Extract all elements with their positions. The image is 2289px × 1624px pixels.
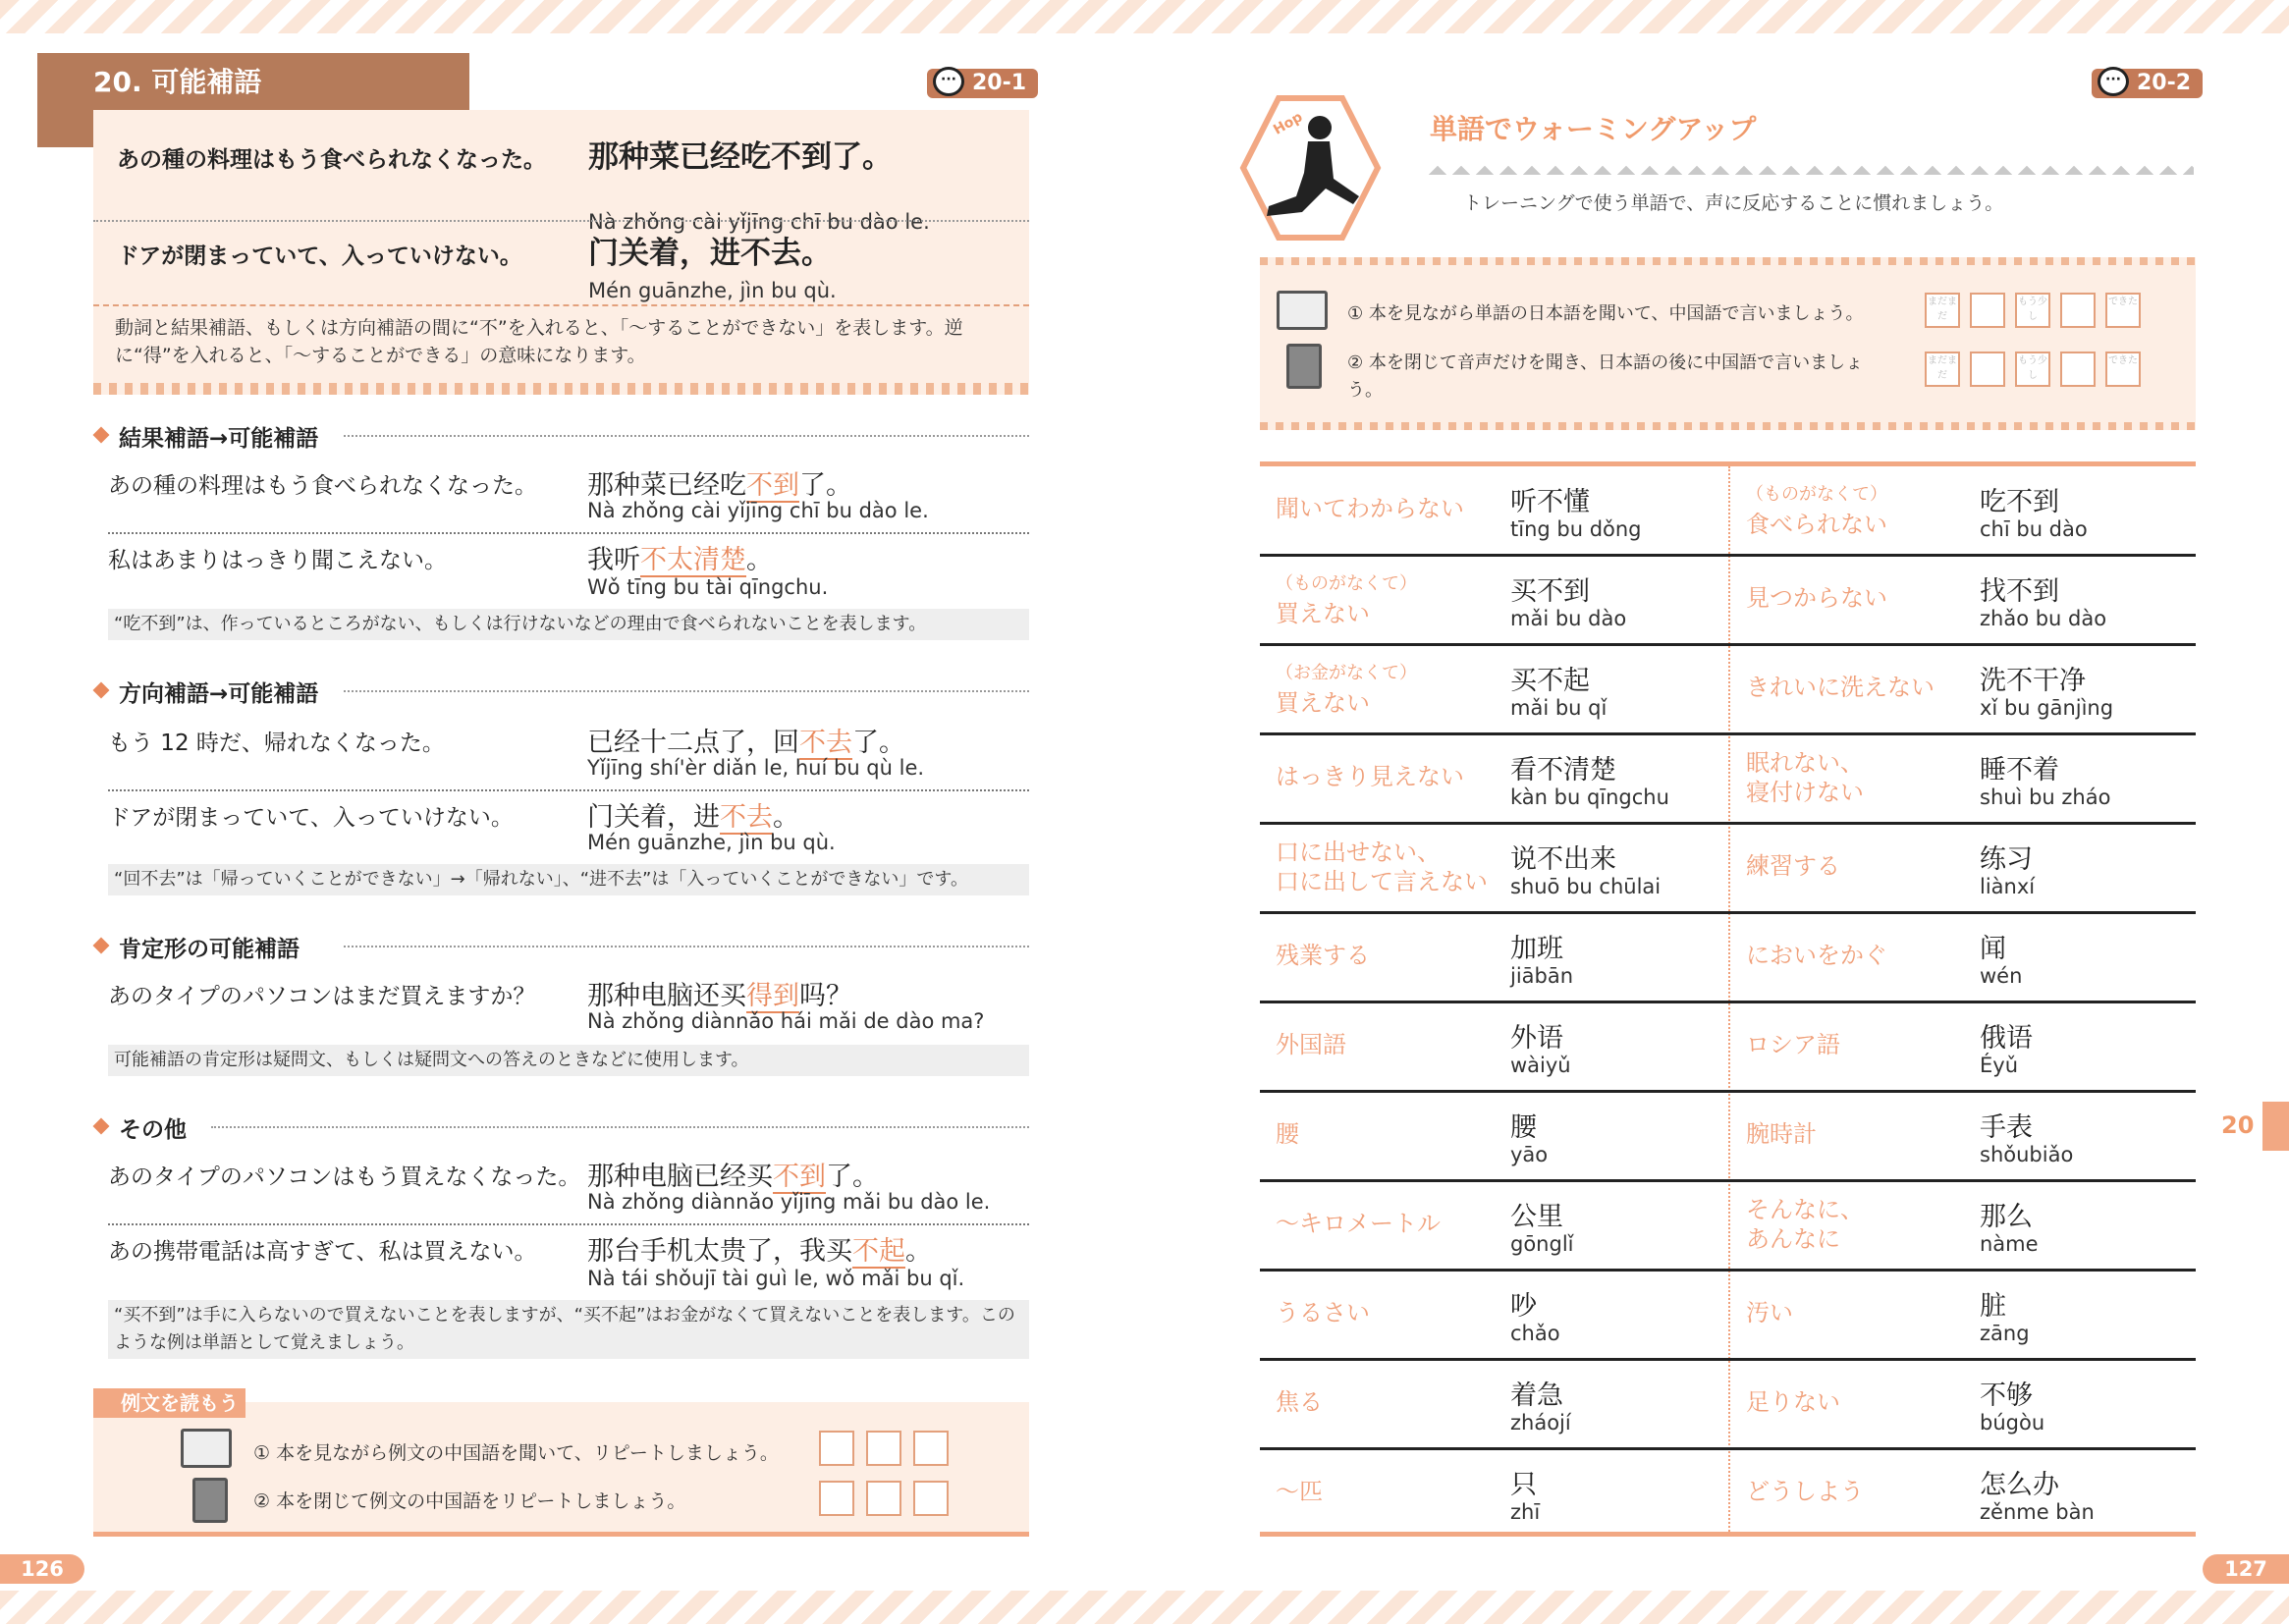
panel-edge xyxy=(1260,257,2196,265)
vocab-pinyin: Éyǔ xyxy=(1980,1054,2019,1077)
vocab-zh: 公里 xyxy=(1510,1202,1563,1232)
section-title: 肯定形の可能補語 xyxy=(119,931,309,963)
vocab-ja xyxy=(1746,851,1840,881)
vocab-ja-line: 〜キロメートル xyxy=(1276,1210,1441,1237)
diamond-icon xyxy=(93,1118,110,1135)
zh-part: 。 xyxy=(773,802,799,833)
check-label: できた xyxy=(2108,355,2138,366)
vocab-ja-line: 口に出して言えない xyxy=(1276,868,1488,895)
vocab-ja-note: （ものがなくて） xyxy=(1276,573,1417,594)
vocab-cell xyxy=(1730,1360,2196,1448)
section-rule xyxy=(344,690,1029,692)
divider xyxy=(108,1223,1029,1225)
vocab-ja xyxy=(1276,838,1488,896)
vocab-cell xyxy=(1730,645,2196,733)
check-box[interactable] xyxy=(2060,293,2096,328)
vocab-ja xyxy=(1746,673,1935,702)
zh-part: 那台手机太贵了，我买 xyxy=(587,1236,852,1267)
vocab-zh: 手表 xyxy=(1980,1112,2033,1143)
vocab-cell xyxy=(1260,1360,1728,1448)
vocab-ja-line: 口に出せない、 xyxy=(1276,839,1441,866)
vocab-ja-line: 腕時計 xyxy=(1746,1120,1817,1148)
check-box[interactable] xyxy=(913,1481,949,1516)
vocab-cell xyxy=(1260,913,1728,1001)
row-divider xyxy=(1260,554,2196,557)
vocab-zh: 看不清楚 xyxy=(1510,755,1616,785)
vocab-ja xyxy=(1276,1030,1346,1059)
page-number: 126 xyxy=(0,1554,84,1584)
vocab-ja-line: あんなに xyxy=(1746,1225,1840,1253)
vocab-zh: 外语 xyxy=(1510,1023,1563,1054)
divider xyxy=(108,789,1029,791)
lesson-title: 20. 可能補語 xyxy=(93,66,262,98)
vocab-pinyin: zāng xyxy=(1980,1322,2030,1345)
vocab-cell xyxy=(1260,1449,1728,1538)
track-number: 20-2 xyxy=(2137,71,2192,95)
vocab-ja xyxy=(1276,762,1464,791)
vocab-ja-line: きれいに洗えない xyxy=(1746,674,1935,701)
section-heading xyxy=(93,931,1029,960)
zh-highlight: 不去 xyxy=(799,728,852,758)
row-divider xyxy=(1260,1001,2196,1003)
zh-highlight: 不到 xyxy=(746,470,799,501)
warmup-subtitle: トレーニングで使う単語で、声に反応することに慣れましょう。 xyxy=(1463,192,2004,214)
vocab-zh: 脏 xyxy=(1980,1291,2006,1322)
example-note: 可能補語の肯定形は疑問文、もしくは疑問文への答えのときなどに使用します。 xyxy=(108,1045,1029,1076)
vocab-zh: 说不出来 xyxy=(1510,844,1616,875)
vocab-ja-line: 見つからない xyxy=(1746,584,1887,612)
table-bottom-rule xyxy=(1260,1532,2196,1537)
check-label: まだまだ xyxy=(1928,297,1957,322)
vocab-ja xyxy=(1276,569,1417,628)
zh-part: 那种电脑还买 xyxy=(587,981,746,1011)
zh-part: 吗？ xyxy=(799,981,852,1011)
vocab-ja-line: 練習する xyxy=(1746,852,1840,880)
audio-track-badge[interactable] xyxy=(927,69,1038,98)
example-ja: あの携帯電話は高すぎて、私は買えない。 xyxy=(108,1239,537,1265)
example-ja: もう 12 時だ、帰れなくなった。 xyxy=(108,731,445,756)
vocab-cell xyxy=(1260,466,1728,555)
vocab-zh: 只 xyxy=(1510,1470,1537,1500)
row-divider xyxy=(1260,911,2196,914)
check-box[interactable] xyxy=(1925,293,1960,328)
hop-stretch-icon xyxy=(1239,94,1382,242)
panel-edge xyxy=(1260,422,2196,430)
vocab-zh: 睡不着 xyxy=(1980,755,2059,785)
vocab-cell xyxy=(1730,466,2196,555)
row-divider xyxy=(1260,732,2196,735)
example-pinyin: Wǒ tīng bu tài qīngchu. xyxy=(587,575,829,599)
vocab-zh: 练习 xyxy=(1980,844,2033,875)
example-pinyin: Nà zhǒng diànnǎo hái mǎi de dào ma? xyxy=(587,1009,985,1033)
vocab-pinyin: wén xyxy=(1980,964,2023,988)
vocab-ja xyxy=(1276,1119,1299,1149)
divider xyxy=(93,220,1029,222)
vocab-cell xyxy=(1730,1002,2196,1091)
practice-tag: 例文を読もう xyxy=(93,1388,245,1418)
vocab-ja xyxy=(1276,659,1417,718)
vocab-zh: 闻 xyxy=(1980,934,2006,964)
section-heading xyxy=(93,676,1029,705)
example-ja: あのタイプのパソコンはもう買えなくなった。 xyxy=(108,1164,581,1190)
vocab-zh: 加班 xyxy=(1510,934,1563,964)
divider xyxy=(93,304,1029,306)
vocab-zh: 洗不干净 xyxy=(1980,666,2086,696)
open-book-icon xyxy=(1277,291,1328,330)
check-box[interactable] xyxy=(1970,293,2005,328)
vocab-ja xyxy=(1276,1387,1323,1417)
example-ja: ドアが閉まっていて、入っていけない。 xyxy=(108,805,514,831)
vocab-pinyin: chī bu dào xyxy=(1980,517,2088,541)
vocab-ja-line: 眠れない、 xyxy=(1746,749,1864,777)
vocab-cell xyxy=(1260,1181,1728,1270)
example-zh xyxy=(587,1229,932,1268)
diamond-icon xyxy=(93,938,110,954)
vocab-zh: 买不起 xyxy=(1510,666,1590,696)
vocab-ja xyxy=(1746,1477,1864,1506)
vocab-pinyin: búgòu xyxy=(1980,1411,2045,1435)
vocab-ja xyxy=(1746,1119,1817,1149)
row-divider xyxy=(1260,822,2196,825)
vocab-ja-line: 外国語 xyxy=(1276,1031,1346,1058)
vocab-zh: 找不到 xyxy=(1980,576,2059,607)
section-title: 方向補語→可能補語 xyxy=(119,676,328,708)
vocab-ja-line: 残業する xyxy=(1276,942,1370,969)
section-rule xyxy=(211,1126,1029,1128)
row-divider xyxy=(1260,1090,2196,1093)
vocab-pinyin: shuō bu chūlai xyxy=(1510,875,1662,898)
vocab-pinyin: zhǎo bu dào xyxy=(1980,607,2107,630)
vocab-zh: 怎么办 xyxy=(1980,1470,2059,1500)
check-box[interactable] xyxy=(1970,352,2005,387)
vocab-ja-line: 焦る xyxy=(1276,1388,1323,1416)
example-zh xyxy=(587,463,852,502)
instruction-step: ② 本を閉じて音声だけを聞き、日本語の後に中国語で言いましょう。 xyxy=(1347,352,1864,401)
vocab-zh: 腰 xyxy=(1510,1112,1537,1143)
panel-edge xyxy=(93,383,1029,395)
instruction-step: ① 本を見ながら単語の日本語を聞いて、中国語で言いましょう。 xyxy=(1347,303,1864,324)
key-sentence-pinyin: Nà zhǒng cài yǐjīng chī bu dào le. xyxy=(588,210,930,234)
vocab-pinyin: chǎo xyxy=(1510,1322,1560,1345)
zh-part: 我听 xyxy=(587,545,640,575)
vocab-ja xyxy=(1276,1209,1441,1238)
vocab-pinyin: gōnglǐ xyxy=(1510,1232,1574,1256)
key-sentence-panel xyxy=(93,110,1029,393)
vocab-pinyin: yāo xyxy=(1510,1143,1549,1166)
vocab-zh: 不够 xyxy=(1980,1380,2033,1411)
vocab-cell xyxy=(1260,734,1728,823)
key-sentence-pinyin: Mén guānzhe, jìn bu qù. xyxy=(588,279,837,302)
audio-track-badge[interactable] xyxy=(2092,69,2203,98)
vocab-zh: 买不到 xyxy=(1510,576,1590,607)
vocab-ja-line: 食べられない xyxy=(1746,511,1887,538)
vocab-ja-line: 〜匹 xyxy=(1276,1478,1323,1505)
vocab-ja-note: （ものがなくて） xyxy=(1746,484,1887,505)
vocab-ja-line: 聞いてわからない xyxy=(1276,495,1464,522)
zh-part: 了。 xyxy=(799,470,852,501)
page-number: 127 xyxy=(2203,1554,2289,1584)
row-divider xyxy=(1260,1358,2196,1361)
zh-part: 那种菜已经吃 xyxy=(587,470,746,501)
open-book-icon xyxy=(181,1429,232,1468)
vocab-pinyin: mǎi bu dào xyxy=(1510,607,1627,630)
vocab-cell xyxy=(1730,1449,2196,1538)
vocab-cell xyxy=(1260,1271,1728,1359)
closed-book-icon xyxy=(1286,344,1322,389)
divider xyxy=(108,532,1029,534)
vocab-ja-line: そんなに、 xyxy=(1746,1196,1864,1223)
vocab-ja xyxy=(1276,941,1370,970)
vocab-ja xyxy=(1746,583,1887,613)
section-rule xyxy=(344,435,1029,437)
vocab-ja-line: ロシア語 xyxy=(1746,1031,1840,1058)
chapter-tab xyxy=(2262,1102,2289,1151)
vocab-cell xyxy=(1260,645,1728,733)
vocab-ja xyxy=(1746,480,1887,539)
vocab-cell xyxy=(1730,556,2196,644)
check-label: まだまだ xyxy=(1928,355,1957,381)
vocab-ja-line: 買えない xyxy=(1276,689,1370,717)
example-pinyin: Mén guānzhe, jìn bu qù. xyxy=(587,831,836,854)
zh-part: 。 xyxy=(905,1236,932,1267)
zh-part: 已经十二点了，回 xyxy=(587,728,799,758)
example-zh xyxy=(587,795,799,834)
check-box[interactable] xyxy=(819,1481,854,1516)
key-sentence-zh: 那种菜已经吃不到了。 xyxy=(588,139,893,175)
check-box[interactable] xyxy=(2105,352,2141,387)
vocab-pinyin: jiābān xyxy=(1510,964,1574,988)
practice-step: ① 本を見ながら例文の中国語を聞いて、リピートしましょう。 xyxy=(253,1442,779,1464)
vocab-zh: 吵 xyxy=(1510,1291,1537,1322)
vocab-pinyin: zháojí xyxy=(1510,1411,1571,1435)
example-pinyin: Nà tái shǒujī tài guì le, wǒ mǎi bu qǐ. xyxy=(587,1267,965,1290)
example-note: “买不到”は手に入らないので買えないことを表しますが、“买不起”はお金がなくて買えないことを表します。このような例は単語として覚えましょう。 xyxy=(108,1300,1029,1359)
warmup-title: 単語でウォーミングアップ xyxy=(1430,113,1757,145)
example-ja: あのタイプのパソコンはまだ買えますか？ xyxy=(108,984,536,1009)
check-label: もう少し xyxy=(2018,355,2047,381)
check-box[interactable] xyxy=(866,1481,901,1516)
vocab-ja xyxy=(1276,494,1464,523)
example-note: “回不去”は「帰っていくことができない」→「帰れない」、“进不去”は「入っていくことができない」です。 xyxy=(108,864,1029,895)
vocab-ja xyxy=(1746,1195,1864,1254)
key-sentence-zh: 门关着，进不去。 xyxy=(588,236,832,271)
row-divider xyxy=(1260,1179,2196,1182)
vocab-cell xyxy=(1260,556,1728,644)
vocab-ja-line: どうしよう xyxy=(1746,1478,1864,1505)
vocab-zh: 着急 xyxy=(1510,1380,1563,1411)
vocab-pinyin: zěnme bàn xyxy=(1980,1500,2095,1524)
example-note: “吃不到”は、作っているところがない、もしくは行けないなどの理由で食べられないことを表します。 xyxy=(108,609,1029,640)
section-heading xyxy=(93,420,1029,450)
vocab-zh: 俄语 xyxy=(1980,1023,2033,1054)
example-pinyin: Nà zhǒng cài yǐjīng chī bu dào le. xyxy=(587,499,929,522)
example-ja: 私はあまりはっきり聞こえない。 xyxy=(108,548,447,573)
zh-highlight: 不去 xyxy=(720,802,773,833)
vocab-ja-line: 買えない xyxy=(1276,600,1370,627)
zh-highlight: 得到 xyxy=(746,981,799,1011)
vocab-zh: 那么 xyxy=(1980,1202,2033,1232)
hop-label: Hop xyxy=(1271,109,1306,138)
vocab-cell xyxy=(1730,734,2196,823)
vocab-ja xyxy=(1746,1030,1840,1059)
vocab-zh: 听不懂 xyxy=(1510,487,1590,517)
vocab-ja-line: うるさい xyxy=(1276,1299,1370,1326)
vocab-cell xyxy=(1260,824,1728,912)
row-divider xyxy=(1260,1269,2196,1272)
zh-highlight: 不起 xyxy=(852,1236,905,1267)
vocab-ja-line: 足りない xyxy=(1746,1388,1840,1416)
zh-part: 了。 xyxy=(826,1162,879,1192)
vocab-ja xyxy=(1276,1477,1323,1506)
triangle-border xyxy=(1426,157,2194,175)
check-box[interactable] xyxy=(1925,352,1960,387)
check-label: もう少し xyxy=(2018,297,2047,322)
vocab-ja xyxy=(1746,1298,1793,1327)
section-heading xyxy=(93,1111,1029,1141)
panel-edge xyxy=(93,1532,1029,1537)
key-sentence-ja: ドアが閉まっていて、入っていけない。 xyxy=(117,244,522,269)
vocab-ja-line: 腰 xyxy=(1276,1120,1299,1148)
vocab-ja xyxy=(1276,1298,1370,1327)
section-title: その他 xyxy=(119,1111,196,1144)
vocab-ja-line: 寝付けない xyxy=(1746,779,1864,806)
vocab-pinyin: zhī xyxy=(1510,1500,1541,1524)
check-box[interactable] xyxy=(2015,293,2050,328)
vocab-pinyin: nàme xyxy=(1980,1232,2039,1256)
row-divider xyxy=(1260,643,2196,646)
check-box[interactable] xyxy=(2105,293,2141,328)
vocab-cell xyxy=(1730,913,2196,1001)
zh-highlight: 不到 xyxy=(773,1162,826,1192)
section-rule xyxy=(344,946,1029,947)
track-number: 20-1 xyxy=(972,71,1027,95)
vocab-pinyin: kàn bu qīngchu xyxy=(1510,785,1669,809)
vocab-cell xyxy=(1260,1092,1728,1180)
vocab-ja xyxy=(1746,1387,1840,1417)
closed-book-icon xyxy=(192,1478,228,1523)
vocab-pinyin: mǎi bu qǐ xyxy=(1510,696,1608,720)
vocab-ja-line: においをかぐ xyxy=(1746,942,1887,969)
example-ja: あの種の料理はもう食べられなくなった。 xyxy=(108,473,537,499)
vocab-cell xyxy=(1730,1271,2196,1359)
key-sentence-ja: あの種の料理はもう食べられなくなった。 xyxy=(117,147,546,173)
vocab-cell xyxy=(1730,1092,2196,1180)
vocab-pinyin: liànxí xyxy=(1980,875,2036,898)
zh-part: 门关着，进 xyxy=(587,802,720,833)
example-zh xyxy=(587,538,773,576)
vocab-ja-note: （お金がなくて） xyxy=(1276,663,1417,683)
check-box[interactable] xyxy=(913,1431,949,1466)
chapter-number: 20 xyxy=(2221,1111,2255,1139)
example-pinyin: Nà zhǒng diànnǎo yǐjīng mǎi bu dào le. xyxy=(587,1190,991,1214)
zh-highlight: 不太清楚 xyxy=(640,545,746,575)
zh-part: 。 xyxy=(746,545,773,575)
vocab-cell xyxy=(1260,1002,1728,1091)
example-zh xyxy=(587,721,905,759)
grammar-note: 動詞と結果補語、もしくは方向補語の間に“不”を入れると、「〜することができない」を表します。逆に“得”を入れると、「〜することができる」の意味になります。 xyxy=(115,317,963,366)
check-label: できた xyxy=(2108,297,2138,307)
practice-step: ② 本を閉じて例文の中国語をリピートしましょう。 xyxy=(253,1490,686,1512)
speech-bubble-icon: ··· xyxy=(933,67,964,96)
check-box[interactable] xyxy=(866,1431,901,1466)
vocab-ja-line: 汚い xyxy=(1746,1299,1793,1326)
example-zh xyxy=(587,974,852,1012)
check-box[interactable] xyxy=(819,1431,854,1466)
zh-part: 了。 xyxy=(852,728,905,758)
check-box[interactable] xyxy=(2015,352,2050,387)
vocab-cell xyxy=(1730,824,2196,912)
row-divider xyxy=(1260,1447,2196,1450)
section-title: 結果補語→可能補語 xyxy=(119,420,328,453)
zh-part: 那种电脑已经买 xyxy=(587,1162,773,1192)
speech-bubble-icon: ··· xyxy=(2098,67,2129,96)
vocab-pinyin: shuì bu zháo xyxy=(1980,785,2111,809)
vocab-ja-line: はっきり見えない xyxy=(1276,763,1464,790)
diamond-icon xyxy=(93,682,110,699)
vocab-pinyin: shǒubiǎo xyxy=(1980,1143,2074,1166)
vocab-pinyin: wàiyǔ xyxy=(1510,1054,1571,1077)
vocab-ja xyxy=(1746,941,1887,970)
check-box[interactable] xyxy=(2060,352,2096,387)
diamond-icon xyxy=(93,427,110,444)
example-pinyin: Yǐjīng shí'èr diǎn le, huí bu qù le. xyxy=(587,756,925,780)
vocab-ja xyxy=(1746,748,1864,807)
vocab-cell xyxy=(1730,1181,2196,1270)
vocab-zh: 吃不到 xyxy=(1980,487,2059,517)
example-zh xyxy=(587,1155,879,1193)
vocab-pinyin: tīng bu dǒng xyxy=(1510,517,1642,541)
vocab-pinyin: xǐ bu gānjìng xyxy=(1980,696,2114,720)
